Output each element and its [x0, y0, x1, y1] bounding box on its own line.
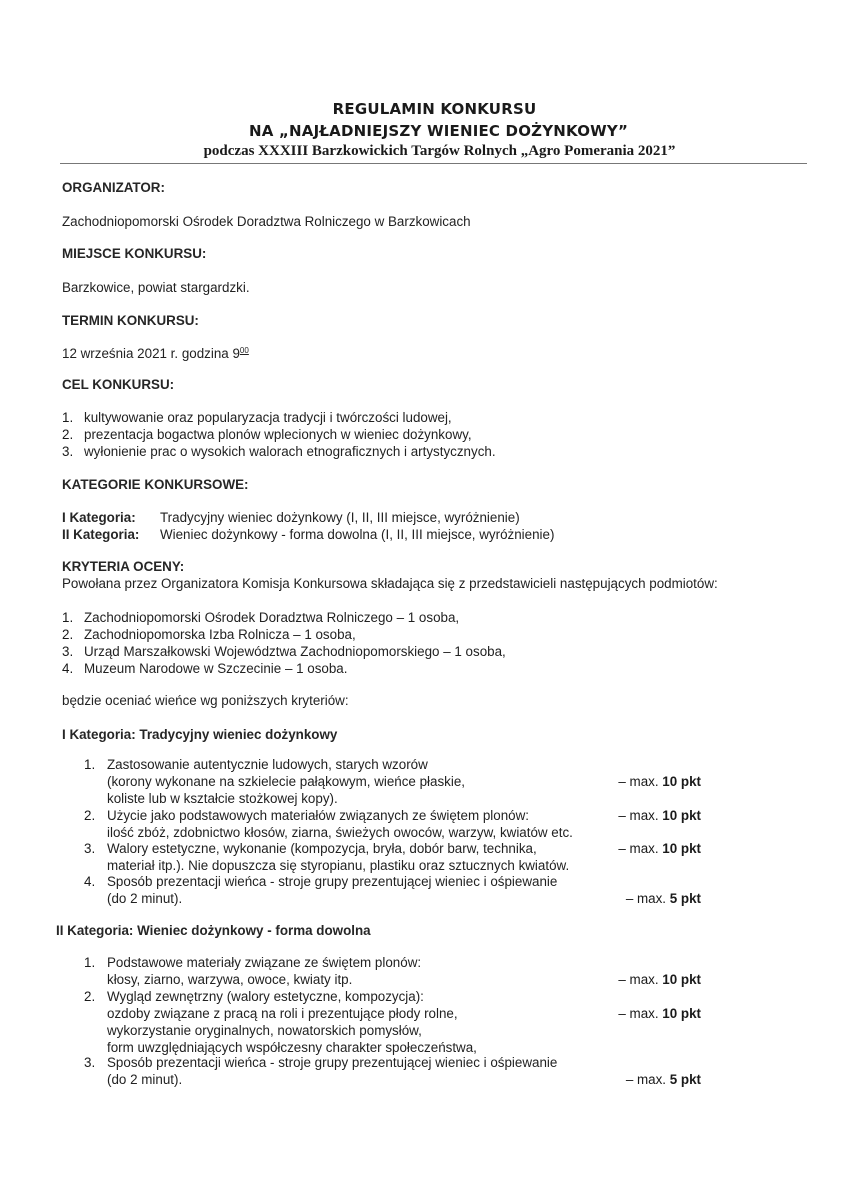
member-number: 3.	[62, 644, 74, 659]
criteria-intro: Powołana przez Organizatora Komisja Konkursowa składająca się z przedstawicieli następujących podmiotów:	[62, 576, 718, 591]
member-item: Zachodniopomorski Ośrodek Doradztwa Rolniczego – 1 osoba,	[84, 610, 460, 625]
goal-item-number: 2.	[62, 427, 74, 442]
cat2-item-line: ozdoby związane z pracą na roli i prezentujące płody rolne,	[107, 1006, 458, 1021]
goal-item-number: 1.	[62, 410, 74, 425]
cat1-item-number: 1.	[84, 757, 96, 772]
cat2-item-number: 1.	[84, 955, 96, 970]
categories-heading: KATEGORIE KONKURSOWE:	[62, 477, 249, 492]
cat2-item-line: Wygląd zewnętrzny (walory estetyczne, kompozycja):	[107, 989, 424, 1004]
date-heading: TERMIN KONKURSU:	[62, 313, 199, 328]
cat1-item-number: 2.	[84, 808, 96, 823]
date-minutes: 00	[239, 346, 249, 355]
cat1-item-points: – max. 10 pkt	[618, 841, 701, 856]
member-item: Urząd Marszałkowski Województwa Zachodniopomorskiego – 1 osoba,	[84, 644, 506, 659]
organizer-heading: ORGANIZATOR:	[62, 180, 165, 195]
cat2-item-points: – max. 5 pkt	[625, 1072, 701, 1087]
cat1-item-line: (do 2 minut).	[107, 891, 183, 906]
criteria-heading: KRYTERIA OCENY:	[62, 559, 185, 574]
member-number: 4.	[62, 661, 74, 676]
goal-item: prezentacja bogactwa plonów wplecionych w wieniec dożynkowy,	[84, 427, 472, 442]
goal-item-number: 3.	[62, 444, 74, 459]
cat2-item-points: – max. 10 pkt	[618, 1006, 701, 1021]
cat1-item-number: 4.	[84, 874, 96, 889]
category-text: Wieniec dożynkowy - forma dowolna (I, II, III miejsce, wyróżnienie)	[160, 527, 555, 542]
cat1-item-line: materiał itp.). Nie dopuszcza się styropianu, plastiku oraz sztucznych kwiatów.	[107, 858, 570, 873]
cat2-item-line: Podstawowe materiały związane ze świętem plonów:	[107, 955, 422, 970]
cat2-item-line: form uwzględniających współczesny charakter społeczeństwa,	[107, 1040, 477, 1055]
goal-item: kultywowanie oraz popularyzacja tradycji i twórczości ludowej,	[84, 410, 452, 425]
category-label: I Kategoria:	[62, 510, 136, 525]
cat1-item-points: – max. 5 pkt	[625, 891, 701, 906]
cat1-item-line: Użycie jako podstawowych materiałów związanych ze świętem plonów:	[107, 808, 529, 823]
cat1-item-line: Zastosowanie autentycznie ludowych, starych wzorów	[107, 757, 428, 772]
cat2-item-line: (do 2 minut).	[107, 1072, 183, 1087]
member-number: 2.	[62, 627, 74, 642]
cat2-heading: II Kategoria: Wieniec dożynkowy - forma dowolna	[56, 923, 371, 938]
cat2-item-line: Sposób prezentacji wieńca - stroje grupy prezentującej wieniec i ośpiewanie	[107, 1055, 558, 1070]
organizer-text: Zachodniopomorski Ośrodek Doradztwa Rolniczego w Barzkowicach	[62, 214, 471, 229]
member-item: Muzeum Narodowe w Szczecinie – 1 osoba.	[84, 661, 348, 676]
cat1-item-points: – max. 10 pkt	[618, 774, 701, 789]
cat1-item-points: – max. 10 pkt	[618, 808, 701, 823]
cat1-item-line: koliste lub w kształcie stożkowej kopy).	[107, 791, 338, 806]
cat1-item-number: 3.	[84, 841, 96, 856]
document-subtitle: podczas XXXIII Barzkowickich Targów Rolnych „Agro Pomerania 2021”	[203, 143, 676, 159]
date-text: 12 września 2021 r. godzina $9^{00}$	[62, 346, 249, 361]
cat1-item-line: ilość zbóż, zdobnictwo kłosów, ziarna, świeżych owoców, warzyw, kwiatów etc.	[107, 825, 573, 840]
category-label: II Kategoria:	[62, 527, 140, 542]
cat2-item-line: wykorzystanie oryginalnych, nowatorskich pomysłów,	[107, 1023, 422, 1038]
member-number: 1.	[62, 610, 74, 625]
cat2-item-points: – max. 10 pkt	[618, 972, 701, 987]
cat2-item-number: 3.	[84, 1055, 96, 1070]
category-text: Tradycyjny wieniec dożynkowy (I, II, III miejsce, wyróżnienie)	[160, 510, 520, 525]
cat1-heading: I Kategoria: Tradycyjny wieniec dożynkowy	[62, 727, 338, 742]
cat1-item-line: Walory estetyczne, wykonanie (kompozycja, bryła, dobór barw, technika,	[107, 841, 537, 856]
place-heading: MIEJSCE KONKURSU:	[62, 246, 207, 261]
title-divider	[60, 163, 807, 164]
cat1-item-line: Sposób prezentacji wieńca - stroje grupy prezentującej wieniec i ośpiewanie	[107, 874, 558, 889]
document-title-contest-name: NA „NAJŁADNIEJSZY WIENIEC DOŻYNKOWY”	[248, 122, 629, 140]
cat1-item-line: (korony wykonane na szkielecie pałąkowym, wieńce płaskie,	[107, 774, 465, 789]
criteria-outro: będzie oceniać wieńce wg poniższych kryteriów:	[62, 693, 349, 708]
member-item: Zachodniopomorska Izba Rolnicza – 1 osoba,	[84, 627, 356, 642]
goal-heading: CEL KONKURSU:	[62, 377, 175, 392]
document-title: REGULAMIN KONKURSU	[332, 100, 537, 118]
cat2-item-line: kłosy, ziarno, warzywa, owoce, kwiaty itp.	[107, 972, 353, 987]
cat2-item-number: 2.	[84, 989, 96, 1004]
place-text: Barzkowice, powiat stargardzki.	[62, 280, 250, 295]
goal-item: wyłonienie prac o wysokich walorach etnograficznych i artystycznych.	[84, 444, 496, 459]
